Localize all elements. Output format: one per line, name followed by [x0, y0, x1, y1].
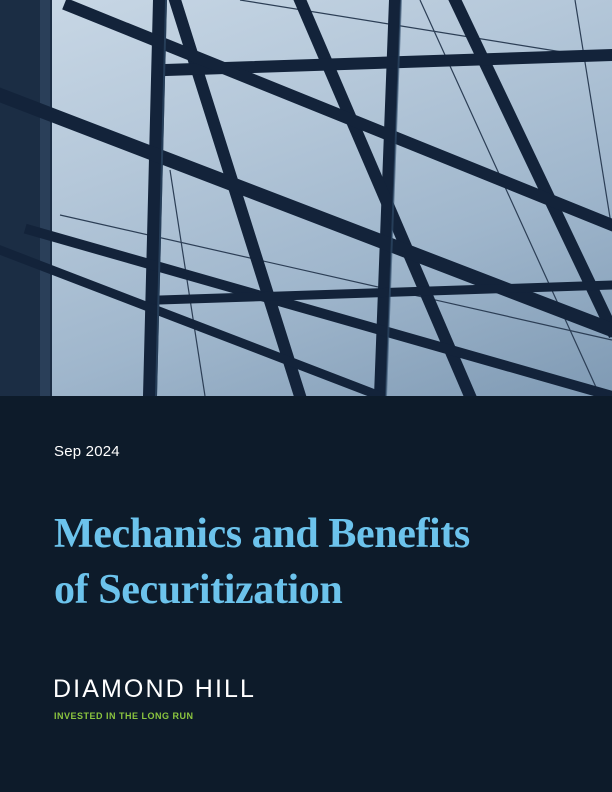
document-title: [54, 506, 574, 618]
brand-logo-wordmark: DIAMOND HILL: [53, 675, 257, 703]
publication-date: Sep 2024: [54, 443, 120, 460]
title-line-2: of Securitization: [54, 567, 343, 613]
brand-tagline: INVESTED IN THE LONG RUN: [54, 711, 194, 721]
title-line-1: Mechanics and Benefits: [54, 511, 470, 557]
cover-panel: [0, 396, 612, 792]
